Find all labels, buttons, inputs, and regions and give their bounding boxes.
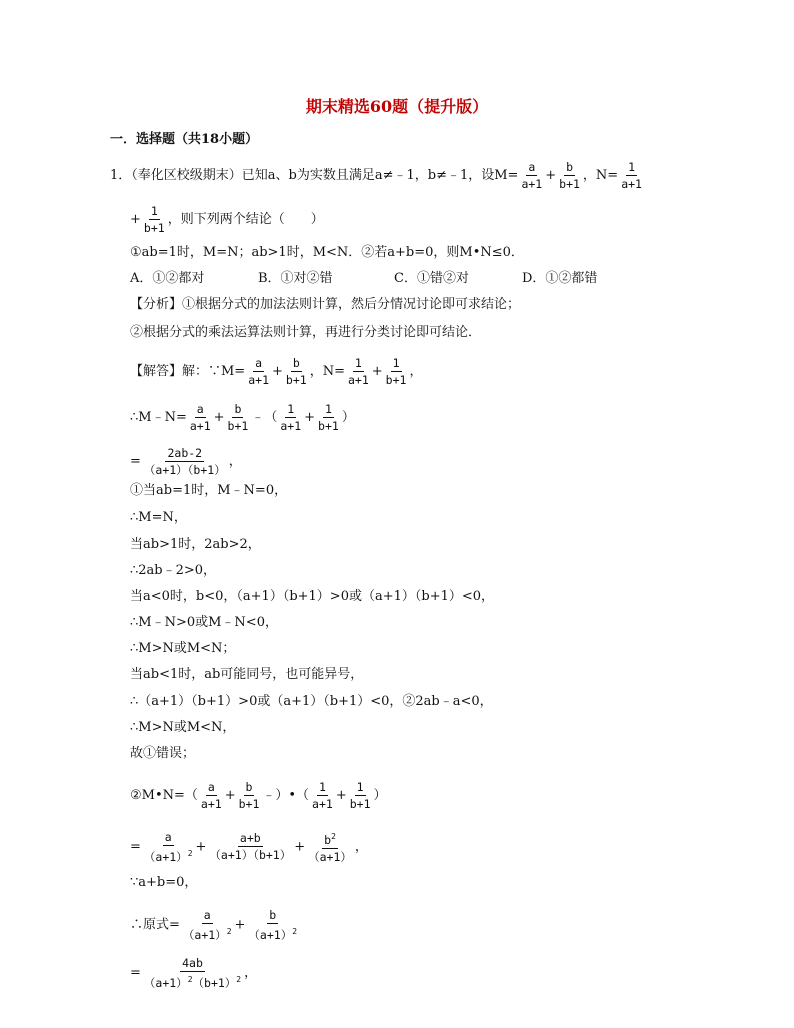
question-stem-line2: + $\frac{1}{b+1}$ ，则下列两个结论（ ）	[130, 204, 324, 235]
solution-line16: = $\frac{a}{(a+1)^2}$ + $\frac{a+b}{(a+1)(b+1)}$ + $\frac{b^2}{(a+1)}$ ，	[130, 830, 368, 864]
fraction: $\frac{b}{b+1}$	[227, 402, 249, 433]
fraction: $\frac{1}{b+1}$	[143, 204, 165, 235]
solution-line1: 【解答】解：∵M= $\frac{a}{a+1}$ + $\frac{b}{b+1}$ ，N= $\frac{1}{a+1}$ + $\frac{1}{b+1}$ ，	[130, 356, 423, 387]
analysis-line1: 【分析】①根据分式的加法法则计算，然后分情况讨论即可求结论；	[130, 297, 521, 312]
fraction: $\frac{1}{b+1}$	[385, 356, 407, 387]
fraction: $\frac{1}{a+1}$	[347, 356, 369, 387]
fraction: $\frac{2ab-2}{(a+1)(b+1)}$	[143, 446, 226, 477]
fraction: $\frac{a+b}{(a+1)(b+1)}$	[209, 831, 292, 863]
fraction: $\frac{1}{b+1}$	[349, 780, 371, 811]
solution-line7: ∴2ab﹣2>0，	[130, 563, 217, 578]
fraction: $\frac{1}{a+1}$	[312, 780, 333, 811]
solution-line13: ∴M>N或M<N，	[130, 720, 236, 735]
fraction: $\frac{b}{b+1}$	[285, 356, 307, 387]
solution-line2: ∴M﹣N= $\frac{a}{a+1}$ + $\frac{b}{b+1}$ ﹣（ $\frac{1}{a+1}$ + $\frac{1}{b+1}$ ）	[130, 402, 355, 433]
fraction: $\frac{a}{a+1}$	[200, 780, 222, 811]
answer-options	[130, 270, 597, 288]
section-heading: 一．选择题（共18小题）	[110, 132, 259, 147]
solution-line17: ∵a+b=0，	[130, 875, 198, 890]
fraction: $\frac{a}{(a+1)^2}$	[143, 830, 193, 864]
solution-line10: ∴M>N或M<N；	[130, 641, 236, 656]
question-conditions: ①ab=1时，M=N；ab>1时，M<N．②若a+b=0，则M•N≤0．	[130, 245, 524, 260]
solution-line6: 当ab>1时，2ab>2，	[130, 537, 261, 552]
solution-line9: ∴M﹣N>0或M﹣N<0，	[130, 615, 278, 630]
question-stem-line1: 1．（奉化区校级期末）已知a、b为实数且满足a≠﹣1，b≠﹣1，设M= $\frac{a}{a+1}$ + $\frac{b}{b+1}$ ，N= $\frac{1}{a+1}$	[110, 160, 642, 191]
fraction: $\frac{b}{b+1}$	[238, 780, 260, 811]
fraction: $\frac{b}{b+1}$	[559, 160, 580, 191]
solution-line11: 当ab<1时，ab可能同号，也可能异号，	[130, 667, 364, 682]
solution-line14: 故①错误；	[130, 746, 196, 761]
analysis-line2: ②根据分式的乘法运算法则计算，再进行分类讨论即可结论．	[130, 325, 482, 340]
fraction: $\frac{1}{b+1}$	[318, 402, 339, 433]
fraction: $\frac{1}{a+1}$	[621, 160, 642, 191]
solution-line8: 当a<0时，b<0，（a+1）（b+1）>0或（a+1）（b+1）<0，	[130, 589, 495, 604]
option-d: D．①②都错	[522, 271, 598, 286]
fraction: $\frac{a}{a+1}$	[189, 402, 211, 433]
fraction: $\frac{b}{(a+1)^2}$	[248, 908, 298, 942]
solution-line12: ∴（a+1）（b+1）>0或（a+1）（b+1）<0，②2ab﹣a<0，	[130, 694, 493, 709]
option-a: A．①②都对	[130, 271, 205, 286]
fraction: $\frac{a}{a+1}$	[248, 356, 269, 387]
solution-line5: ∴M=N，	[130, 510, 187, 525]
page-title: 期末精选60题（提升版）	[305, 97, 489, 116]
solution-line3: = $\frac{2ab-2}{(a+1)(b+1)}$ ，	[130, 446, 242, 477]
solution-line19: = $\frac{4ab}{(a+1)^2(b+1)^2}$ ，	[130, 956, 258, 990]
fraction: $\frac{4ab}{(a+1)^2(b+1)^2}$	[143, 956, 242, 990]
option-c: C．①错②对	[394, 271, 469, 286]
solution-line4: ①当ab=1时，M﹣N=0，	[130, 483, 288, 498]
fraction: $\frac{a}{a+1}$	[521, 160, 543, 191]
stem-text: 1．（奉化区校级期末）已知a、b为实数且满足a≠﹣1，b≠﹣1，设M=	[110, 168, 519, 183]
solution-line18: ∴原式= $\frac{a}{(a+1)^2}$ + $\frac{b}{(a+1)^2}$	[130, 908, 298, 942]
solution-line15: ②M•N=（ $\frac{a}{a+1}$ + $\frac{b}{b+1}$ ﹣）•（ $\frac{1}{a+1}$ + $\frac{1}{b+1}$ ）	[130, 780, 387, 811]
fraction: $\frac{1}{a+1}$	[280, 402, 302, 433]
fraction: $\frac{a}{(a+1)^2}$	[182, 908, 232, 942]
option-b: B．①对②错	[258, 271, 333, 286]
fraction: $\frac{b^2}{(a+1)}$	[308, 832, 352, 864]
